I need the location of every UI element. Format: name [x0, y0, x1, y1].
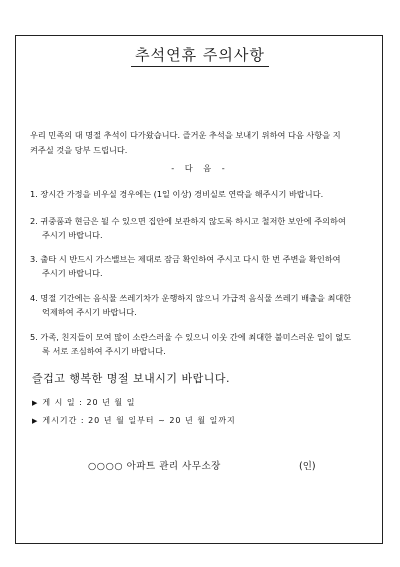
seal-mark: (인) [299, 461, 316, 472]
posting-date-text: 게 시 일 : 20 년 월 일 [42, 398, 136, 407]
intro-paragraph [30, 128, 370, 158]
notice-item-4-line-2: 억제하여 주시기 바랍니다. [42, 306, 137, 317]
document-title-text: 추석연휴 주의사항 [131, 46, 269, 67]
notice-item-1 [30, 188, 372, 202]
posting-date [32, 397, 135, 408]
posting-period-text: 게시기간 : 20 년 월 일부터 ~ 20 년 월 일까지 [42, 416, 236, 425]
notice-item-1-line-1: 1. 장시간 가정을 비우실 경우에는 (1일 이상) 경비실로 연락을 해주시기 바랍니다. [30, 189, 324, 199]
notice-item-5-line-2: 록 서로 조심하여 주시기 바랍니다. [42, 345, 166, 356]
notice-item-5 [30, 331, 372, 358]
notice-item-3-line-1: 3. 출타 시 반드시 가스밸브는 제대로 잠금 확인하여 주시고 다시 한 번 주변을 확인하여 [30, 254, 341, 264]
notice-item-2-line-2: 주시기 바랍니다. [42, 229, 103, 240]
notice-item-3-line-2: 주시기 바랍니다. [42, 267, 103, 278]
document-title [0, 44, 400, 65]
notice-item-5-line-1: 5. 가족, 친지들이 모여 많이 소란스러울 수 있으니 이웃 간에 최대한 불미스러운 일이 없도 [30, 332, 352, 342]
notice-item-4 [30, 292, 372, 319]
intro-line-1: 우리 민족의 대 명절 추석이 다가왔습니다. 즐거운 추석을 보내기 위하여 다음 사항을 지 [30, 130, 341, 140]
bullet-icon: ▶ [32, 417, 39, 425]
signature-line: ○○○○ 아파트 관리 사무소장 [88, 461, 221, 472]
notice-item-3 [30, 253, 372, 280]
posting-period [32, 415, 236, 426]
intro-line-2: 켜주실 것을 당부 드립니다. [30, 145, 128, 155]
bullet-icon: ▶ [32, 399, 39, 407]
notice-item-2 [30, 215, 372, 242]
notice-item-2-line-1: 2. 귀중품과 현금은 될 수 있으면 집안에 보관하지 않도록 하시고 철저한 보안에 주의하여 [30, 216, 346, 226]
closing-message: 즐겁고 행복한 명절 보내시기 바랍니다. [32, 372, 230, 385]
notice-item-4-line-1: 4. 명절 기간에는 음식물 쓰레기차가 운행하지 않으니 가급적 음식물 쓰레기 배출을 최대한 [30, 293, 352, 303]
center-heading: - 다 음 - [171, 163, 229, 173]
